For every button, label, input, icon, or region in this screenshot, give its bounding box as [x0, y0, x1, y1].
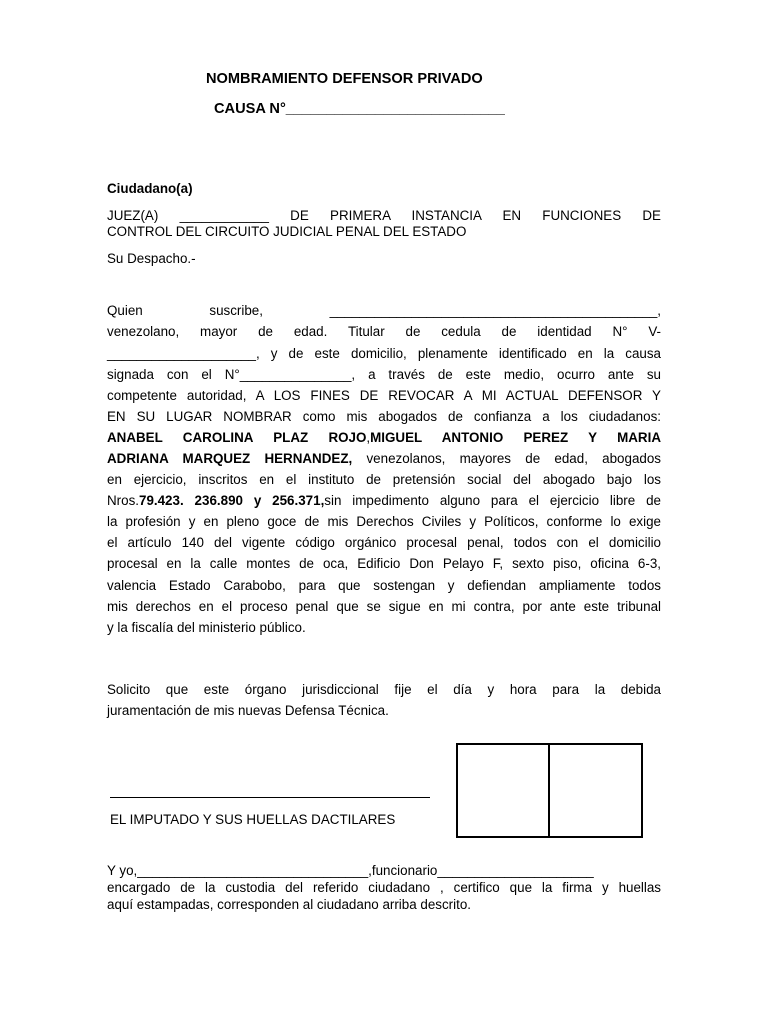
signature-line — [110, 797, 430, 798]
body-line-8 — [107, 448, 661, 469]
despacho-line: Su Despacho.- — [107, 251, 196, 266]
request-line-2: juramentación de mis nuevas Defensa Técnica. — [107, 703, 389, 718]
body-line-15: mis derechos en el proceso penal que se sigue en mi contra, por ante este tribunal — [107, 599, 661, 614]
fingerprint-box-left — [456, 743, 550, 838]
certification-line-1: Y yo,_______________________________,funcionario_____________________ — [107, 863, 594, 878]
body-line-4: signada con el N°_______________, a través de este medio, ocurro ante su — [107, 367, 661, 382]
lawyer-name-1: ANABEL CAROLINA PLAZ ROJO — [107, 430, 367, 445]
body-line-12: el artículo 140 del vigente código orgánico procesal penal, todos con el domicilio — [107, 535, 661, 550]
body-line-3: ____________________, y de este domicilio, plenamente identificado en la causa — [107, 346, 661, 361]
body-line-16: y la fiscalía del ministerio público. — [107, 620, 306, 635]
body-line-13: procesal en la calle montes de oca, Edificio Don Pelayo F, sexto piso, oficina 6-3, — [107, 556, 661, 571]
nros-label: Nros. — [107, 493, 139, 508]
body-line-10-rest: sin impedimento alguno para el ejercicio libre de — [324, 493, 661, 508]
request-line-1: Solicito que este órgano jurisdiccional fije el día y hora para la debida — [107, 682, 661, 697]
body-line-11: la profesión y en pleno goce de mis Derechos Civiles y Políticos, conforme lo exige — [107, 514, 661, 529]
body-line-8-rest: venezolanos, mayores de edad, abogados — [352, 451, 661, 466]
signature-label: EL IMPUTADO Y SUS HUELLAS DACTILARES — [110, 812, 396, 827]
judge-line-2: CONTROL DEL CIRCUITO JUDICIAL PENAL DEL ESTADO — [107, 224, 467, 239]
body-line-7 — [107, 427, 661, 448]
salutation: Ciudadano(a) — [107, 181, 193, 196]
name-separator: , — [366, 430, 371, 445]
body-line-5: competente autoridad, A LOS FINES DE REVOCAR A MI ACTUAL DEFENSOR Y — [107, 388, 661, 403]
body-line-9: en ejercicio, inscritos en el instituto de pretensión social del abogado bajo los — [107, 472, 661, 487]
body-line-6: EN SU LUGAR NOMBRAR como mis abogados de confianza a los ciudadanos: — [107, 409, 661, 424]
lawyer-name-3-cont: ADRIANA MARQUEZ HERNANDEZ, — [107, 451, 353, 466]
body-line-2: venezolano, mayor de edad. Titular de cedula de identidad N° V- — [107, 324, 661, 339]
judge-line-1: JUEZ(A) ____________ DE PRIMERA INSTANCIA EN FUNCIONES DE — [107, 208, 661, 223]
certification-line-3: aquí estampadas, corresponden al ciudadano arriba descrito. — [107, 897, 472, 912]
body-line-14: valencia Estado Carabobo, para que sostengan y defiendan ampliamente todos — [107, 578, 661, 593]
body-line-1: Quien suscribe, ____________________________________________, — [107, 303, 661, 318]
case-number-field: CAUSA N°___________________________ — [214, 101, 505, 117]
lawyer-names-2-3: MIGUEL ANTONIO PEREZ Y MARIA — [370, 430, 661, 445]
fingerprint-box-right — [548, 743, 643, 838]
certification-line-2: encargado de la custodia del referido ciudadano , certifico que la firma y huellas — [107, 880, 661, 895]
body-line-10 — [107, 490, 661, 511]
registration-numbers: 79.423. 236.890 y 256.371, — [139, 493, 325, 508]
document-title: NOMBRAMIENTO DEFENSOR PRIVADO — [206, 71, 483, 87]
